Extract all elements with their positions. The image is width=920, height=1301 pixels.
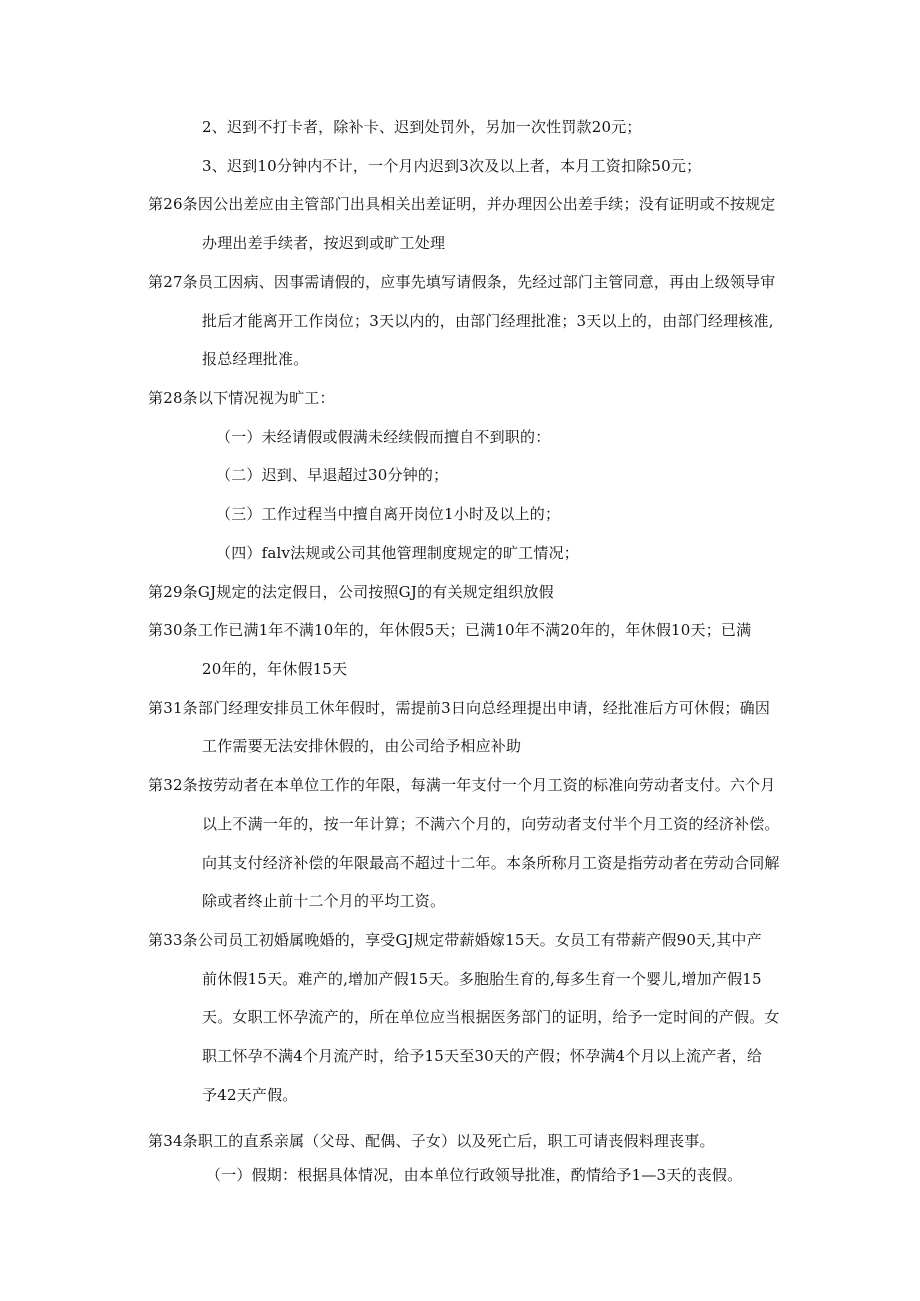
clause-line: 工作需要无法安排休假的，由公司给予相应补助 (202, 737, 522, 755)
article-33: 第33条公司员工初婚属晚婚的，享受GJ规定带薪婚嫁15天。女员工有带薪产假90天,其中产 (148, 931, 762, 949)
clause-line: 除或者终止前十二个月的平均工资。 (202, 892, 446, 910)
clause-line: 2、迟到不打卡者，除补卡、迟到处罚外，另加一次性罚款20元； (202, 118, 642, 136)
article-32: 第32条按劳动者在本单位工作的年限，每满一年支付一个月工资的标准向劳动者支付。六个月 (148, 776, 776, 794)
article-27: 第27条员工因病、因事需请假的，应事先填写请假条，先经过部门主管同意，再由上级领导审 (148, 273, 776, 291)
clause-line: 向其支付经济补偿的年限最高不超过十二年。本条所称月工资是指劳动者在劳动合同解 (202, 854, 780, 872)
article-31: 第31条部门经理安排员工休年假时，需提前3日向总经理提出申请，经批准后方可休假；确因 (148, 699, 771, 717)
article-28: 第28条以下情况视为旷工： (148, 389, 335, 407)
clause-line: 天。女职工怀孕流产的，所在单位应当根据医务部门的证明，给予一定时间的产假。女 (202, 1008, 780, 1026)
clause-line: 3、迟到10分钟内不计，一个月内迟到3次及以上者，本月工资扣除50元； (202, 157, 702, 175)
clause-line: 职工怀孕不满4个月流产时，给予15天至30天的产假；怀孕满4个月以上流产者，给 (202, 1047, 763, 1065)
clause-line: 20年的，年休假15天 (202, 660, 348, 678)
article-34: 第34条职工的直系亲属（父母、配偶、子女）以及死亡后，职工可请丧假料理丧事。 (148, 1132, 715, 1150)
clause-line: 予42天产假。 (202, 1086, 298, 1104)
list-item: （三）工作过程当中擅自离开岗位1小时及以上的； (216, 505, 561, 523)
list-item: （一）未经请假或假满未经续假而擅自不到职的： (216, 428, 551, 446)
list-item: （四）falv法规或公司其他管理制度规定的旷工情况； (216, 544, 579, 562)
article-30: 第30条工作已满1年不满10年的，年休假5天；已满10年不满20年的，年休假10天；已满 (148, 621, 752, 639)
article-29: 第29条GJ规定的法定假日，公司按照GJ的有关规定组织放假 (148, 583, 554, 601)
clause-line: 前休假15天。难产的,增加产假15天。多胞胎生育的,每多生育一个婴儿,增加产假15 (202, 970, 762, 988)
clause-line: 报总经理批准。 (202, 350, 309, 368)
clause-line: 批后才能离开工作岗位；3天以内的，由部门经理批准；3天以上的，由部门经理核准, (202, 312, 774, 330)
list-item: （一）假期：根据具体情况，由本单位行政领导批准，酌情给予1—3天的丧假。 (206, 1166, 743, 1184)
list-item: （二）迟到、早退超过30分钟的； (216, 466, 449, 484)
clause-line: 办理出差手续者，按迟到或旷工处理 (202, 234, 446, 252)
article-26: 第26条因公出差应由主管部门出具相关出差证明，并办理因公出差手续；没有证明或不按规定 (148, 195, 776, 213)
clause-line: 以上不满一年的，按一年计算；不满六个月的，向劳动者支付半个月工资的经济补偿。 (202, 815, 780, 833)
